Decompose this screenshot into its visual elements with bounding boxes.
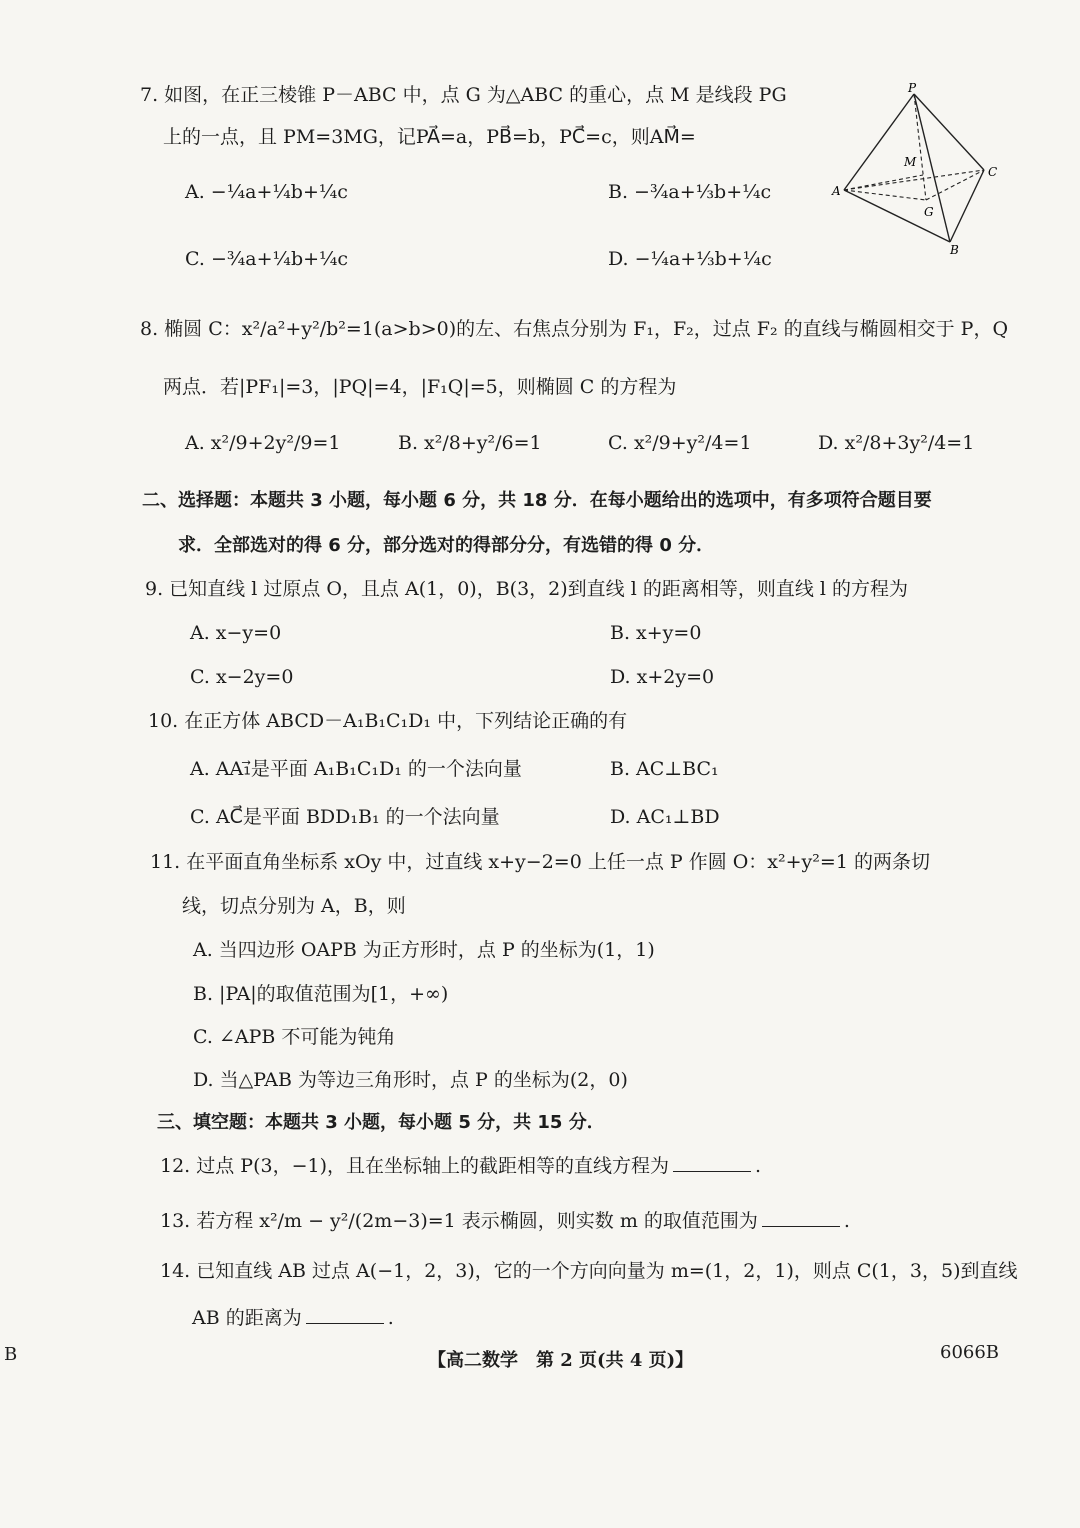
pyramid-figure: [828, 80, 1008, 260]
q13-answer-blank[interactable]: [762, 1226, 840, 1227]
q11-stem-line1: 11. 在平面直角坐标系 xOy 中，过直线 x+y−2=0 上任一点 P 作圆 O：x²+y²=1 的两条切: [150, 851, 930, 873]
q9-option-c: C. x−2y=0: [190, 666, 294, 688]
section3-heading: 三、填空题：本题共 3 小题，每小题 5 分，共 15 分．: [157, 1112, 605, 1133]
q11-option-c: C. ∠APB 不可能为钝角: [193, 1026, 396, 1048]
q13-stem: 13. 若方程 x²/m − y²/(2m−3)=1 表示椭圆，则实数 m 的取值范围为: [160, 1210, 758, 1232]
footer-code: 6066B: [940, 1342, 1000, 1363]
label-P: P: [908, 81, 917, 95]
footer-page-info: 【高二数学 第 2 页(共 4 页)】: [428, 1350, 694, 1371]
section2-heading-line2: 求．全部选对的得 6 分，部分选对的得部分分，有选错的得 0 分．: [178, 535, 715, 556]
q9-option-b: B. x+y=0: [610, 622, 702, 644]
q7-stem-line2: 上的一点，且 PM=3MG，记PA⃗=a，PB⃗=b，PC⃗=c，则AM⃗=: [163, 126, 696, 148]
q7-option-d: D. −¼a+⅓b+¼c: [608, 248, 772, 270]
q10-option-b: B. AC⊥BC₁: [610, 758, 719, 780]
q11-option-a: A. 当四边形 OAPB 为正方形时，点 P 的坐标为(1，1): [193, 939, 655, 961]
label-C: C: [988, 165, 998, 179]
q10-option-c: C. AC⃗是平面 BDD₁B₁ 的一个法向量: [190, 806, 500, 828]
q8-option-b: B. x²/8+y²/6=1: [398, 432, 542, 454]
label-B: B: [950, 243, 959, 257]
q14-stem-line1: 14. 已知直线 AB 过点 A(−1，2，3)，它的一个方向向量为 m=(1，2，1)，则点 C(1，3，5)到直线: [160, 1260, 1018, 1282]
q14-answer-blank[interactable]: [306, 1323, 384, 1324]
q7-option-b: B. −¾a+⅓b+¼c: [608, 181, 772, 203]
q11-option-d: D. 当△PAB 为等边三角形时，点 P 的坐标为(2，0): [193, 1069, 628, 1091]
q11-stem-line2: 线，切点分别为 A，B，则: [182, 895, 406, 917]
q14-end: .: [387, 1307, 394, 1329]
q13-end: .: [843, 1210, 850, 1232]
q10-option-a: A. AA₁⃗是平面 A₁B₁C₁D₁ 的一个法向量: [190, 758, 522, 780]
q7-option-a: A. −¼a+¼b+¼c: [185, 181, 348, 203]
q12-end: .: [755, 1155, 762, 1177]
q12-stem: 12. 过点 P(3，−1)，且在坐标轴上的截距相等的直线方程为: [160, 1155, 670, 1177]
q7-option-c: C. −¾a+¼b+¼c: [185, 248, 349, 270]
q8-option-c: C. x²/9+y²/4=1: [608, 432, 752, 454]
section2-heading-line1: 二、选择题：本题共 3 小题，每小题 6 分，共 18 分．在每小题给出的选项中，有多项符合题目要: [142, 490, 932, 511]
q14-stem-line2: AB 的距离为: [192, 1307, 302, 1329]
q10-stem: 10. 在正方体 ABCD－A₁B₁C₁D₁ 中，下列结论正确的有: [148, 710, 628, 732]
label-M: M: [904, 155, 917, 169]
q8-option-d: D. x²/8+3y²/4=1: [818, 432, 975, 454]
q8-stem-line1: 8. 椭圆 C：x²/a²+y²/b²=1(a>b>0)的左、右焦点分别为 F₁，F₂，过点 F₂ 的直线与椭圆相交于 P，Q: [140, 318, 1009, 340]
q7-stem-line1: 7. 如图，在正三棱锥 P－ABC 中，点 G 为△ABC 的重心，点 M 是线段 PG: [140, 84, 787, 106]
q14-row: [192, 1309, 394, 1328]
q12-row: [160, 1157, 761, 1176]
label-G: G: [924, 205, 934, 219]
q8-stem-line2: 两点．若|PF₁|=3，|PQ|=4，|F₁Q|=5，则椭圆 C 的方程为: [163, 376, 677, 398]
q9-option-a: A. x−y=0: [190, 622, 282, 644]
q12-answer-blank[interactable]: [673, 1171, 751, 1172]
label-A: A: [832, 184, 841, 198]
q8-option-a: A. x²/9+2y²/9=1: [185, 432, 341, 454]
q10-option-d: D. AC₁⊥BD: [610, 806, 720, 828]
q11-option-b: B. |PA|的取值范围为[1，+∞): [193, 983, 449, 1005]
q9-stem: 9. 已知直线 l 过原点 O，且点 A(1，0)，B(3，2)到直线 l 的距离相等，则直线 l 的方程为: [145, 578, 908, 600]
footer-left-mark: B: [4, 1344, 18, 1365]
q13-row: [160, 1212, 850, 1231]
q9-option-d: D. x+2y=0: [610, 666, 715, 688]
